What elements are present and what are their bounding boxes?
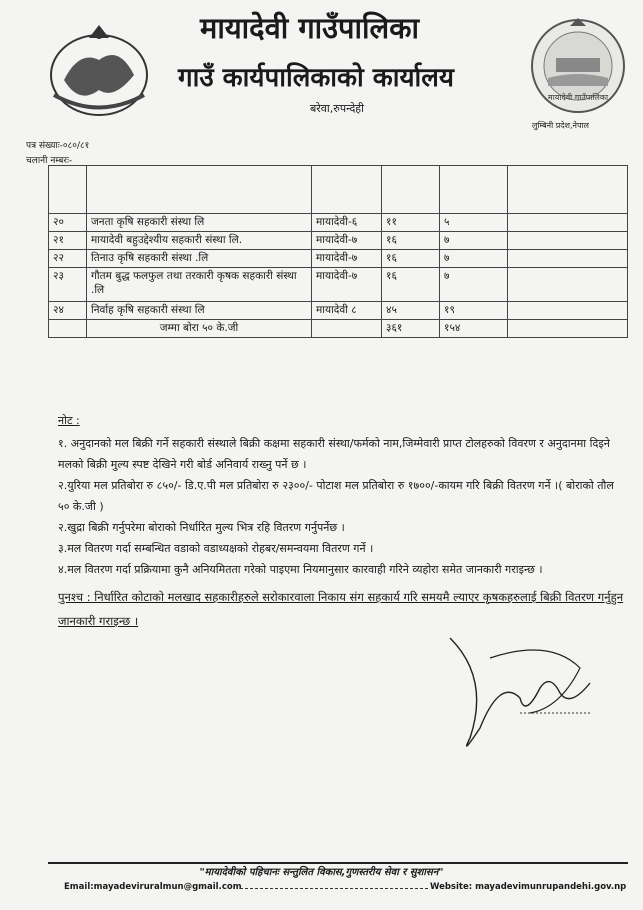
table-row xyxy=(49,232,628,250)
note-item: २.युरिया मल प्रतिबोरा रु ८५०/- डि.ए.पी मल प्रतिबोरा रु २३००/- पोटाश मल प्रतिबोरा रु १७००/-कायम गरि बिक्री वितरण गर्ने ।( बोराको तौल ५० के.जी ) xyxy=(58,479,614,513)
page-title: मायादेवी गाउँपालिका xyxy=(200,11,419,45)
cell-name: निर्वाह कृषि सहकारी संस्था लि xyxy=(87,302,312,320)
cell-ward: मायादेवी-७ xyxy=(312,250,382,268)
note-item: १. अनुदानको मल बिक्री गर्ने सहकारी संस्थाले बिक्री कक्षमा सहकारी संस्था/फर्मको नाम,जिम्मेवारी प्राप्त टोलहरुको विवरण र अनुदानमा दिइने मलको बिक्री मुल्य स्पष्ट देखिने गरी बोर्ड अनिवार्य राख्नु पर्ने छ । xyxy=(58,437,610,471)
footer-website: Website: mayadevimunrupandehi.gov.np xyxy=(430,882,627,892)
cell-qty: ४५ xyxy=(382,302,440,320)
cell-name xyxy=(87,166,312,214)
cell-qty2: ७ xyxy=(440,232,508,250)
cell-sn xyxy=(49,166,87,214)
table-row xyxy=(49,166,628,214)
cell-sn: २४ xyxy=(49,302,87,320)
cell-ward xyxy=(312,166,382,214)
cell-empty xyxy=(508,232,628,250)
note-item: ३.मल वितरण गर्दा सम्बन्धित वडाको वडाध्यक्षको रोहबर/समन्वयमा वितरण गर्ने । xyxy=(58,542,374,555)
cell-qty2: ७ xyxy=(440,268,508,302)
cell-ward: मायादेवी-६ xyxy=(312,214,382,232)
cell-sn: २१ xyxy=(49,232,87,250)
office-name: गाउँ कार्यपालिकाको कार्यालय xyxy=(178,63,454,93)
nepal-emblem-icon xyxy=(44,20,154,120)
table-total-row xyxy=(49,320,628,338)
cell-name: तिनाउ कृषि सहकारी संस्था .लि xyxy=(87,250,312,268)
location: बरेवा,रुपन्देही xyxy=(310,102,364,115)
total-qty2: १५४ xyxy=(440,320,508,338)
signature-icon xyxy=(430,618,600,768)
cell-sn: २० xyxy=(49,214,87,232)
province: लुम्बिनी प्रदेश,नेपाल xyxy=(532,121,589,130)
cell-qty xyxy=(382,166,440,214)
cell-qty2: ७ xyxy=(440,250,508,268)
cell-qty2: ५ xyxy=(440,214,508,232)
cell-name: गौतम बुद्ध फलफुल तथा तरकारी कृषक सहकारी संस्था .लि xyxy=(87,268,312,302)
cell-qty2 xyxy=(440,166,508,214)
total-label: जम्मा बोरा ५० के.जी xyxy=(87,320,312,338)
cell-qty2: १९ xyxy=(440,302,508,320)
postscript: पुनश्च : निर्धारित कोटाको मलखाद सहकारीहरुले सरोकारवाला निकाय संग सहकार्य गरि समयमै ल्याएर कृषकहरुलाई बिक्री वितरण गर्नुहुन जानकारी गराइन्छ । xyxy=(58,590,624,628)
cell-empty xyxy=(49,320,87,338)
cell-empty xyxy=(312,320,382,338)
notes-section xyxy=(58,410,628,580)
municipality-logo-icon xyxy=(528,16,628,116)
table-row xyxy=(49,302,628,320)
footer-dash-divider xyxy=(240,888,428,889)
table-row xyxy=(49,250,628,268)
cell-empty xyxy=(508,268,628,302)
dispatch-number: चलानी नम्बरः- xyxy=(26,156,73,166)
cell-sn: २३ xyxy=(49,268,87,302)
cell-ward: मायादेवी-७ xyxy=(312,232,382,250)
note-item: २.खुद्रा बिक्री गर्नुपरेमा बोराको निर्धारित मुल्य भित्र रहि वितरण गर्नुपर्नेछ । xyxy=(58,521,345,534)
cell-qty: १६ xyxy=(382,250,440,268)
cell-sn: २२ xyxy=(49,250,87,268)
cell-ward: मायादेवी-७ xyxy=(312,268,382,302)
table-row xyxy=(49,268,628,302)
cell-qty: १६ xyxy=(382,232,440,250)
cell-name: मायादेवी बहुउद्देश्यीय सहकारी संस्था लि. xyxy=(87,232,312,250)
letter-number: पत्र संख्याः-०८०/८१ xyxy=(26,141,90,151)
total-qty: ३६१ xyxy=(382,320,440,338)
distribution-table xyxy=(48,165,628,338)
cell-empty xyxy=(508,250,628,268)
cell-qty: ११ xyxy=(382,214,440,232)
cell-ward: मायादेवी ८ xyxy=(312,302,382,320)
cell-empty xyxy=(508,214,628,232)
cell-qty: १६ xyxy=(382,268,440,302)
cell-empty xyxy=(508,302,628,320)
footer-email: Email:mayadeviruralmun@gmail.com xyxy=(64,882,242,892)
table-row xyxy=(49,214,628,232)
cell-empty xyxy=(508,320,628,338)
right-logo-text: मायादेवी गाउँपालिका xyxy=(547,93,609,102)
cell-empty xyxy=(508,166,628,214)
footer-tagline: "मायादेवीको पहिचानः सन्तुलित विकास,गुणस्तरीय सेवा र सुशासन" xyxy=(199,867,444,878)
note-item: ४.मल वितरण गर्दा प्रक्रियामा कुनै अनियमितता गरेको पाइएमा नियमानुसार कारवाही गरिने व्यहोरा समेत जानकारी गराइन्छ । xyxy=(58,563,543,576)
notes-title: नोट : xyxy=(58,414,80,427)
cell-name: जनता कृषि सहकारी संस्था लि xyxy=(87,214,312,232)
